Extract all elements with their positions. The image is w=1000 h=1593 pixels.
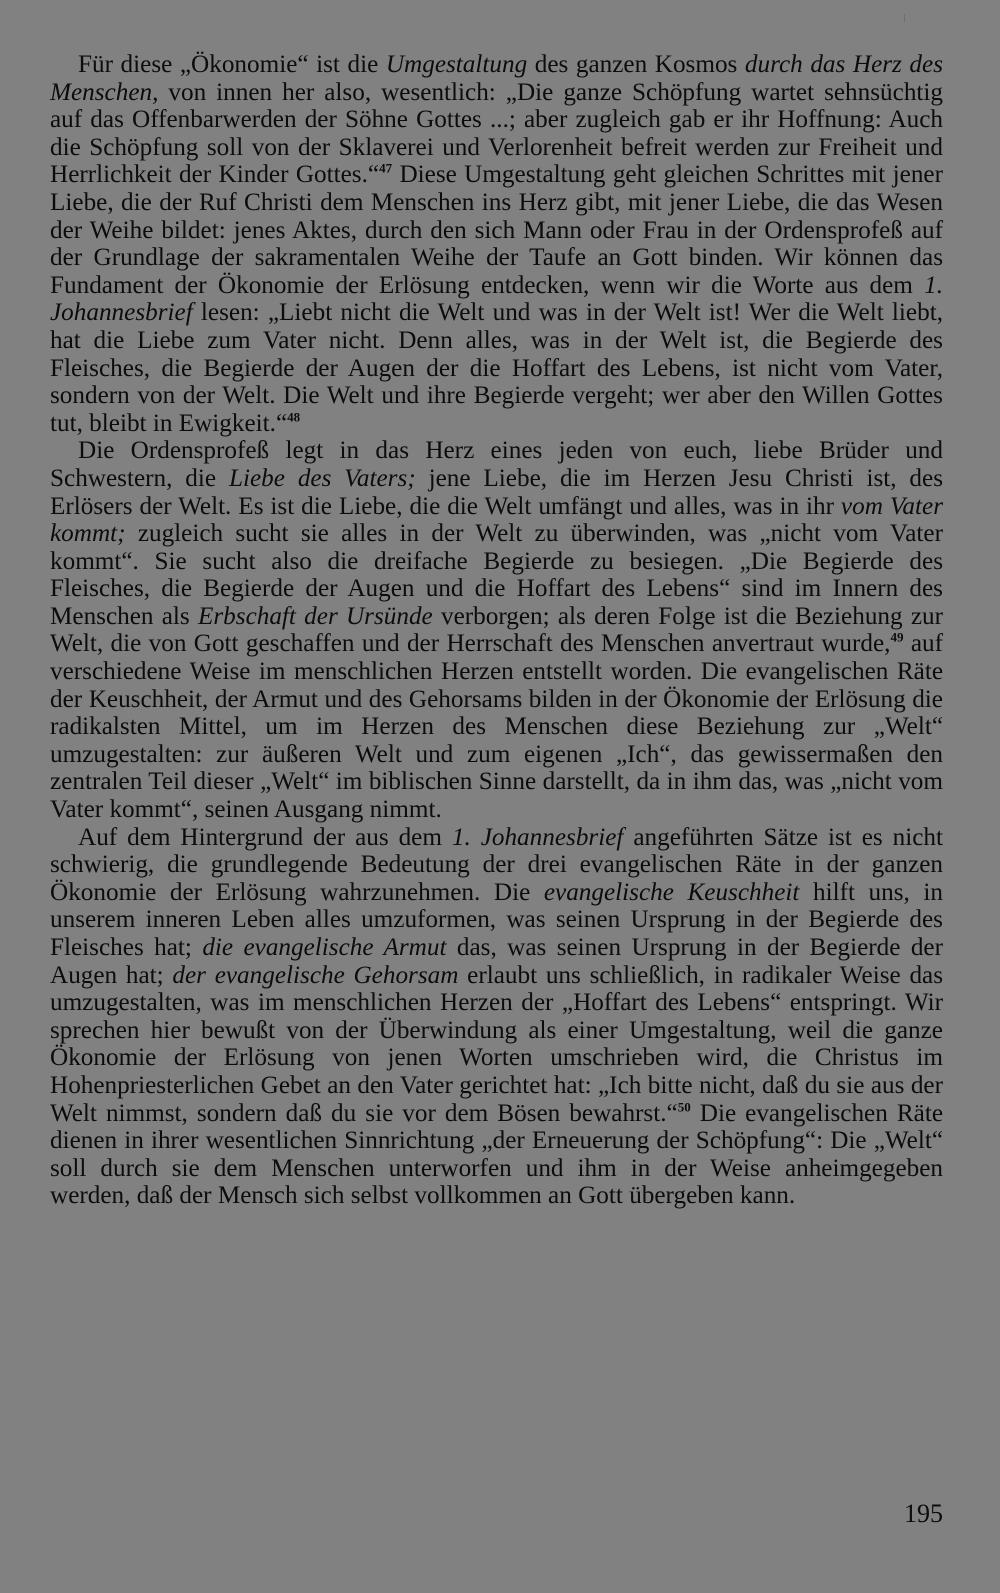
italic-text: 1. Johannesbrief [451, 823, 624, 851]
italic-text: vom Vater kommt; [50, 492, 943, 548]
text-run: angeführten Sätze ist es nicht schwierig, die grundlegende Bedeutung der drei evangelischen Räte in der ganzen Ökonomie der Erlösung wahrzunehmen. Die [50, 823, 944, 906]
paragraph [50, 51, 943, 437]
italic-text: durch das Herz des Menschen, [50, 51, 943, 106]
text-run: verborgen; als deren Folge ist die Beziehung zur Welt, die von Gott geschaffen und der Herrschaft des Menschen anvertraut wurde, [50, 602, 944, 658]
text-run: erlaubt uns schließlich, in radikaler Weise das umzugestalten, was im menschlichen Herzen der „Hoffart des Lebens“ entspringt. Wir sprechen hier bewußt von der Überwindung als einer Umgestaltung, weil die ganze Ökonomie der Erlösung von jenen Worten umschrieben wird, die Christus im Hohenpriesterlichen Gebet an den Vater gerichtet hat: „Ich bitte nicht, daß du sie aus der Welt nimmst, sondern daß du sie vor dem Bösen bewahrst.“ [50, 961, 944, 1127]
italic-text: Liebe des Vaters; [228, 464, 416, 492]
text-run: Auf dem Hintergrund der aus dem [78, 823, 452, 851]
italic-text: Erbschaft der Ursünde [197, 602, 433, 630]
paragraph [50, 437, 943, 823]
text-run: von innen her also, wesentlich: „Die ganze Schöpfung wartet sehnsüchtig auf das Offenbarwerden der Söhne Gottes ...; aber zugleich gab er ihr Hoffnung: Auch die Schöpfung soll von der Sklaverei und Verlorenheit befreit werden zur Freiheit und Herrlichkeit der Kinder Gottes.“ [50, 78, 943, 189]
footnote-ref: 47 [379, 160, 393, 176]
italic-text: 1. Johannesbrief [50, 271, 943, 327]
body-text [50, 51, 943, 1210]
footnote-ref: 48 [287, 409, 301, 425]
text-run: des ganzen Kosmos [527, 51, 745, 78]
text-run: Die evangelischen Räte dienen in ihrer wesentlichen Sinnrichtung „der Erneuerung der Schöpfung“: Die „Welt“ soll durch sie dem Menschen unterworfen und ihm in der Weise anheimgegeben werden, daß der Mensch sich selbst vollkommen an Gott übergeben kann. [50, 1099, 944, 1210]
text-run: jene Liebe, die im Herzen Jesu Christi ist, des Erlösers der Welt. Es ist die Liebe, die die Welt umfängt und alles, was in ihr [50, 464, 944, 520]
text-run: hilft uns, in unserem inneren Leben alles umzuformen, was seinen Ursprung in der Begierde des Fleisches hat; [50, 878, 943, 961]
text-run: zugleich sucht sie alles in der Welt zu überwinden, was „nicht vom Vater kommt“. Sie sucht also die dreifache Begierde zu besiegen. „Die Begierde des Fleisches, die Begierde der Augen und die Hoffart des Lebens“ sind im Innern des Menschen als [50, 520, 943, 630]
text-run: auf verschiedene Weise im menschlichen Herzen entstellt worden. Die evangelischen Räte der Keuschheit, der Armut und des Gehorsams bilden in der Ökonomie der Erlösung die radikalsten Mittel, um im Herzen des Menschen diese Beziehung zur „Welt“ umzugestalten: zur äußeren Welt und zum eigenen „Ich“, das gewissermaßen den zentralen Teil dieser „Welt“ im biblischen Sinne darstellt, da in ihm das, was „nicht vom Vater kommt“, seinen Ausgang nimmt. [50, 630, 943, 824]
footnote-ref: 49 [890, 630, 904, 646]
scan-mark [904, 14, 905, 22]
italic-text: Umgestaltung [385, 51, 528, 78]
text-run: Diese Umgestaltung geht gleichen Schrittes mit jener Liebe, die der Ruf Christi dem Menschen ins Herz gibt, mit jener Liebe, die das Wesen der Weihe bildet: jenes Aktes, durch den sich Mann oder Frau in der Ordensprofeß auf der Grundlage der sakramentalen Weihe der Taufe an Gott binden. Wir können das Fundament der Ökonomie der Erlösung entdecken, wenn wir die Worte aus dem [50, 161, 943, 299]
text-run: das, was seinen Ursprung in der Begierde der Augen hat; [50, 934, 944, 989]
italic-text: der evangelische Gehorsam [172, 961, 459, 989]
italic-text: die evangelische Armut [202, 934, 447, 961]
paragraph [50, 824, 943, 1210]
text-run: lesen: „Liebt nicht die Welt und was in der Welt ist! Wer die Welt liebt, hat die Liebe zum Vater nicht. Denn alles, was in der Welt ist, die Begierde des Fleisches, die Begierde der Augen der die Hoffart des Lebens, ist nicht vom Vater, sondern von der Welt. Die Welt und ihre Begierde vergeht; wer aber den Willen Gottes tut, bleibt in Ewigkeit.“ [50, 299, 943, 437]
text-run: Für diese „Ökonomie“ ist die [78, 51, 386, 78]
text-run: Die Ordensprofeß legt in das Herz eines jeden von euch, liebe Brüder und Schwestern, die [50, 437, 943, 492]
italic-text: evangelische Keuschheit [543, 878, 800, 906]
page-number: 195 [904, 1499, 943, 1528]
footnote-ref: 50 [677, 1099, 691, 1115]
